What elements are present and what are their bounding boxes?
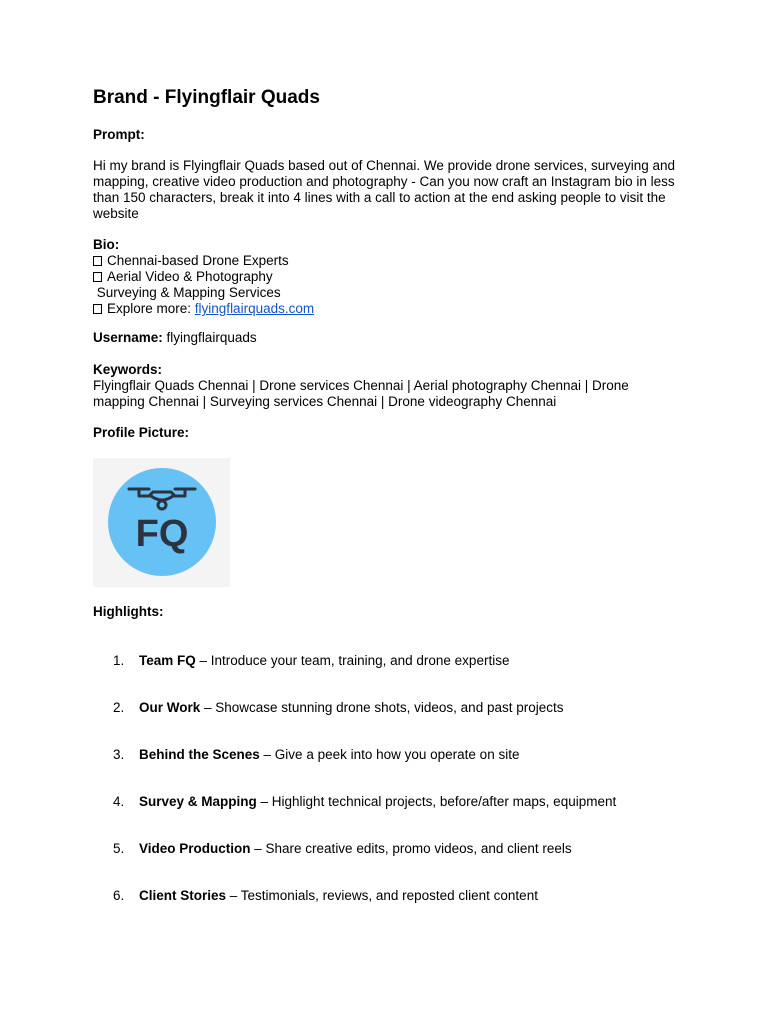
highlight-number: 4. bbox=[113, 794, 125, 809]
highlight-item bbox=[113, 888, 538, 904]
prompt-section bbox=[93, 127, 683, 143]
highlight-desc: – Testimonials, reviews, and reposted client content bbox=[226, 888, 538, 903]
keywords-label: Keywords: bbox=[93, 362, 163, 377]
bio-line-3: Surveying & Mapping Services bbox=[93, 285, 281, 300]
highlight-item bbox=[113, 841, 572, 857]
highlight-desc: – Highlight technical projects, before/after maps, equipment bbox=[256, 794, 617, 809]
highlight-title: Behind the Scenes bbox=[139, 747, 260, 762]
highlight-item bbox=[113, 747, 519, 763]
prompt-label: Prompt: bbox=[93, 127, 145, 142]
profile-picture bbox=[93, 458, 230, 587]
highlight-desc: – Introduce your team, training, and drone expertise bbox=[195, 653, 510, 668]
keywords-section bbox=[93, 362, 683, 378]
highlight-item bbox=[113, 794, 616, 810]
website-link[interactable]: flyingflairquads.com bbox=[194, 301, 315, 316]
highlight-title: Video Production bbox=[139, 841, 251, 856]
fq-logo bbox=[93, 458, 230, 587]
highlights-label: Highlights: bbox=[93, 604, 164, 619]
profile-picture-label: Profile Picture: bbox=[93, 425, 190, 440]
bio-line-4 bbox=[93, 301, 683, 317]
document-title: Brand - Flyingflair Quads bbox=[93, 87, 320, 108]
highlight-title: Team FQ bbox=[139, 653, 196, 668]
bio-line-4-prefix: Explore more: bbox=[107, 301, 195, 316]
username-value: flyingflairquads bbox=[166, 330, 257, 345]
logo-text: FQ bbox=[135, 513, 189, 555]
bio-label: Bio: bbox=[93, 237, 120, 252]
bio-line-2-text: Aerial Video & Photography bbox=[107, 269, 273, 284]
highlight-desc: – Share creative edits, promo videos, and client reels bbox=[250, 841, 572, 856]
highlight-number: 2. bbox=[113, 700, 125, 715]
bio-line-1 bbox=[93, 253, 683, 269]
placeholder-glyph-icon bbox=[93, 304, 102, 314]
highlight-title: Client Stories bbox=[139, 888, 227, 903]
username-label: Username: bbox=[93, 330, 163, 345]
highlight-item bbox=[113, 700, 564, 716]
highlights-section bbox=[93, 604, 683, 620]
highlight-title: Survey & Mapping bbox=[139, 794, 257, 809]
highlight-item bbox=[113, 653, 509, 669]
username-section bbox=[93, 330, 683, 346]
keywords-text: Flyingflair Quads Chennai | Drone services Chennai | Aerial photography Chennai | Drone mapping Chennai | Surveying services Chennai | Drone videography Chennai bbox=[93, 378, 629, 409]
highlight-number: 1. bbox=[113, 653, 125, 668]
placeholder-glyph-icon bbox=[93, 256, 102, 266]
placeholder-glyph-icon bbox=[93, 272, 102, 282]
highlight-number: 5. bbox=[113, 841, 125, 856]
highlight-desc: – Showcase stunning drone shots, videos, and past projects bbox=[200, 700, 564, 715]
highlight-title: Our Work bbox=[139, 700, 201, 715]
bio-line-2 bbox=[93, 269, 683, 285]
bio-line-1-text: Chennai-based Drone Experts bbox=[107, 253, 289, 268]
highlight-desc: – Give a peek into how you operate on site bbox=[259, 747, 520, 762]
prompt-text: Hi my brand is Flyingflair Quads based out of Chennai. We provide drone services, surveying and mapping, creative video production and photography - Can you now craft an Instagram bio in less than 150 characters, break it into 4 lines with a call to action at the end asking people to visit the website bbox=[93, 158, 676, 221]
highlight-number: 3. bbox=[113, 747, 125, 762]
profile-picture-section bbox=[93, 425, 683, 441]
bio-section bbox=[93, 237, 683, 317]
highlight-number: 6. bbox=[113, 888, 125, 903]
